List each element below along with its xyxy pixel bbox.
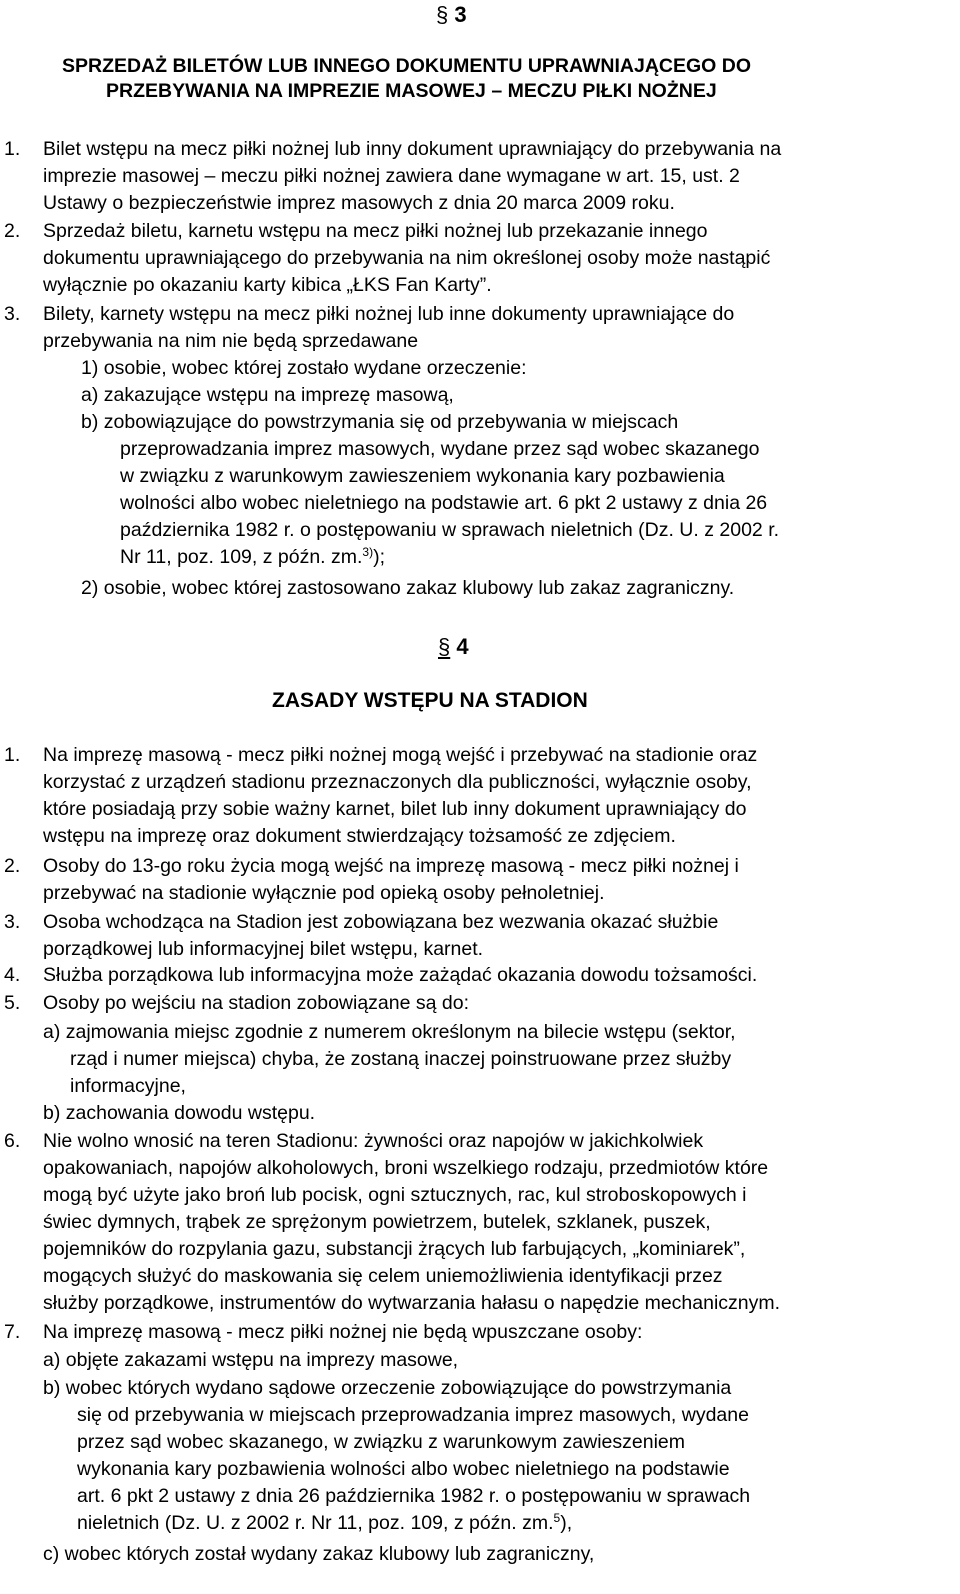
section-number: 3 [454, 2, 467, 27]
item-number: 3. [4, 303, 21, 325]
sub-item-text: informacyjne, [70, 1075, 186, 1097]
footnote-ref: 3) [362, 545, 374, 559]
item-text: Bilety, karnety wstępu na mecz piłki nożnej lub inne dokumenty uprawniające do [43, 303, 735, 325]
item-text: mogących służyć do maskowania się celem uniemożliwienia identyfikacji przez [43, 1265, 723, 1287]
item-text: opakowaniach, napojów alkoholowych, broni wszelkiego rodzaju, przedmiotów które [43, 1157, 769, 1179]
item-number: 3. [4, 911, 21, 933]
sub-item-text: wykonania kary pozbawienia wolności albo wobec nieletniego na podstawie [77, 1458, 730, 1480]
paragraph-sign: § [438, 634, 451, 659]
paragraph-sign: § [436, 2, 449, 27]
item-number: 6. [4, 1130, 21, 1152]
item-text: wyłącznie po okazaniu karty kibica „ŁKS Fan Karty”. [43, 274, 492, 296]
item-text: świec dymnych, trąbek ze sprężonym powietrzem, butelek, szklanek, puszek, [43, 1211, 711, 1233]
item-number: 2. [4, 220, 21, 242]
sub-item-text: w związku z warunkowym zawieszeniem wykonania kary pozbawienia [120, 465, 725, 487]
sub-item: b) zachowania dowodu wstępu. [43, 1102, 316, 1124]
sub-item: b) zobowiązujące do powstrzymania się od przebywania w miejscach [81, 411, 679, 433]
section-title: ZASADY WSTĘPU NA STADION [272, 689, 588, 712]
sub-item: c) wobec których został wydany zakaz klubowy lub zagraniczny, [43, 1543, 595, 1565]
footnote-ref: 5 [553, 1511, 561, 1525]
section-header-4 [438, 636, 469, 658]
item-text: przebywać na stadionie wyłącznie pod opieką osoby pełnoletniej. [43, 882, 605, 904]
section-title-line-2: PRZEBYWANIA NA IMPREZIE MASOWEJ – MECZU PIŁKI NOŻNEJ [106, 80, 717, 102]
item-text: Ustawy o bezpieczeństwie imprez masowych z dnia 20 marca 2009 roku. [43, 192, 675, 214]
item-text: Osoby po wejściu na stadion zobowiązane są do: [43, 992, 470, 1014]
sub-item-text [120, 545, 386, 568]
sub-item-text [77, 1511, 573, 1534]
item-text: Na imprezę masową - mecz piłki nożnej nie będą wpuszczane osoby: [43, 1321, 643, 1343]
citation-text: Nr 11, poz. 109, z późn. zm. [120, 546, 363, 568]
item-text: korzystać z urządzeń stadionu przeznaczonych dla publiczności, wyłącznie osoby, [43, 771, 752, 793]
item-text: wstępu na imprezę oraz dokument stwierdzający tożsamość ze zdjęciem. [43, 825, 676, 847]
sub-item-text: przeprowadzania imprez masowych, wydane przez sąd wobec skazanego [120, 438, 760, 460]
sub-item: 2) osobie, wobec której zastosowano zakaz klubowy lub zakaz zagraniczny. [81, 577, 735, 599]
item-text: mogą być użyte jako broń lub pocisk, ogni sztucznych, rac, kul stroboskopowych i [43, 1184, 747, 1206]
item-text: Bilet wstępu na mecz piłki nożnej lub inny dokument uprawniający do przebywania na [43, 138, 782, 160]
item-number: 1. [4, 744, 21, 766]
sub-item-text: się od przebywania w miejscach przeprowadzania imprez masowych, wydane [77, 1404, 749, 1426]
item-text: które posiadają przy sobie ważny karnet, bilet lub inny dokument uprawniający do [43, 798, 747, 820]
item-text: Służba porządkowa lub informacyjna może zażądać okazania dowodu tożsamości. [43, 964, 758, 986]
section-title-line-1: SPRZEDAŻ BILETÓW LUB INNEGO DOKUMENTU UPRAWNIAJĄCEGO DO [62, 55, 752, 77]
item-text: Osoba wchodząca na Stadion jest zobowiązana bez wezwania okazać służbie [43, 911, 719, 933]
item-text: służby porządkowe, instrumentów do wytwarzania hałasu o napędzie mechanicznym. [43, 1292, 781, 1314]
item-text: pojemników do rozpylania gazu, substancji żrących lub farbujących, „kominiarek”, [43, 1238, 746, 1260]
item-text: dokumentu uprawniającego do przebywania na nim określonej osoby może nastąpić [43, 247, 771, 269]
item-number: 5. [4, 992, 21, 1014]
sub-item-text: października 1982 r. o postępowaniu w sprawach nieletnich (Dz. U. z 2002 r. [120, 519, 780, 541]
section-header-3 [436, 4, 467, 26]
citation-end: ), [560, 1512, 573, 1534]
sub-item-text: przez sąd wobec skazanego, w związku z warunkowym zawieszeniem [77, 1431, 686, 1453]
sub-item-text: wolności albo wobec nieletniego na podstawie art. 6 pkt 2 ustawy z dnia 26 [120, 492, 768, 514]
sub-item: b) wobec których wydano sądowe orzeczenie zobowiązujące do powstrzymania [43, 1377, 732, 1399]
item-text: Osoby do 13-go roku życia mogą wejść na imprezę masową - mecz piłki nożnej i [43, 855, 739, 877]
citation-text: nieletnich (Dz. U. z 2002 r. Nr 11, poz. 109, z późn. zm. [77, 1512, 554, 1534]
section-number: 4 [456, 634, 469, 659]
sub-item: a) zakazujące wstępu na imprezę masową, [81, 384, 454, 406]
item-number: 7. [4, 1321, 21, 1343]
item-text: Nie wolno wnosić na teren Stadionu: żywności oraz napojów w jakichkolwiek [43, 1130, 704, 1152]
sub-item: a) objęte zakazami wstępu na imprezy masowe, [43, 1349, 459, 1371]
item-number: 1. [4, 138, 21, 160]
item-text: imprezie masowej – meczu piłki nożnej zawiera dane wymagane w art. 15, ust. 2 [43, 165, 740, 187]
item-text: porządkowej lub informacyjnej bilet wstępu, karnet. [43, 938, 484, 960]
item-text: przebywania na nim nie będą sprzedawane [43, 330, 419, 352]
item-number: 4. [4, 964, 21, 986]
sub-item: 1) osobie, wobec której zostało wydane orzeczenie: [81, 357, 527, 379]
item-text: Sprzedaż biletu, karnetu wstępu na mecz piłki nożnej lub przekazanie innego [43, 220, 708, 242]
sub-item-text: art. 6 pkt 2 ustawy z dnia 26 października 1982 r. o postępowaniu w sprawach [77, 1485, 751, 1507]
item-number: 2. [4, 855, 21, 877]
sub-item: a) zajmowania miejsc zgodnie z numerem określonym na bilecie wstępu (sektor, [43, 1021, 736, 1043]
sub-item-text: rząd i numer miejsca) chyba, że zostaną inaczej poinstruowane przez służby [70, 1048, 732, 1070]
citation-end: ); [373, 546, 386, 568]
item-text: Na imprezę masową - mecz piłki nożnej mogą wejść i przebywać na stadionie oraz [43, 744, 758, 766]
